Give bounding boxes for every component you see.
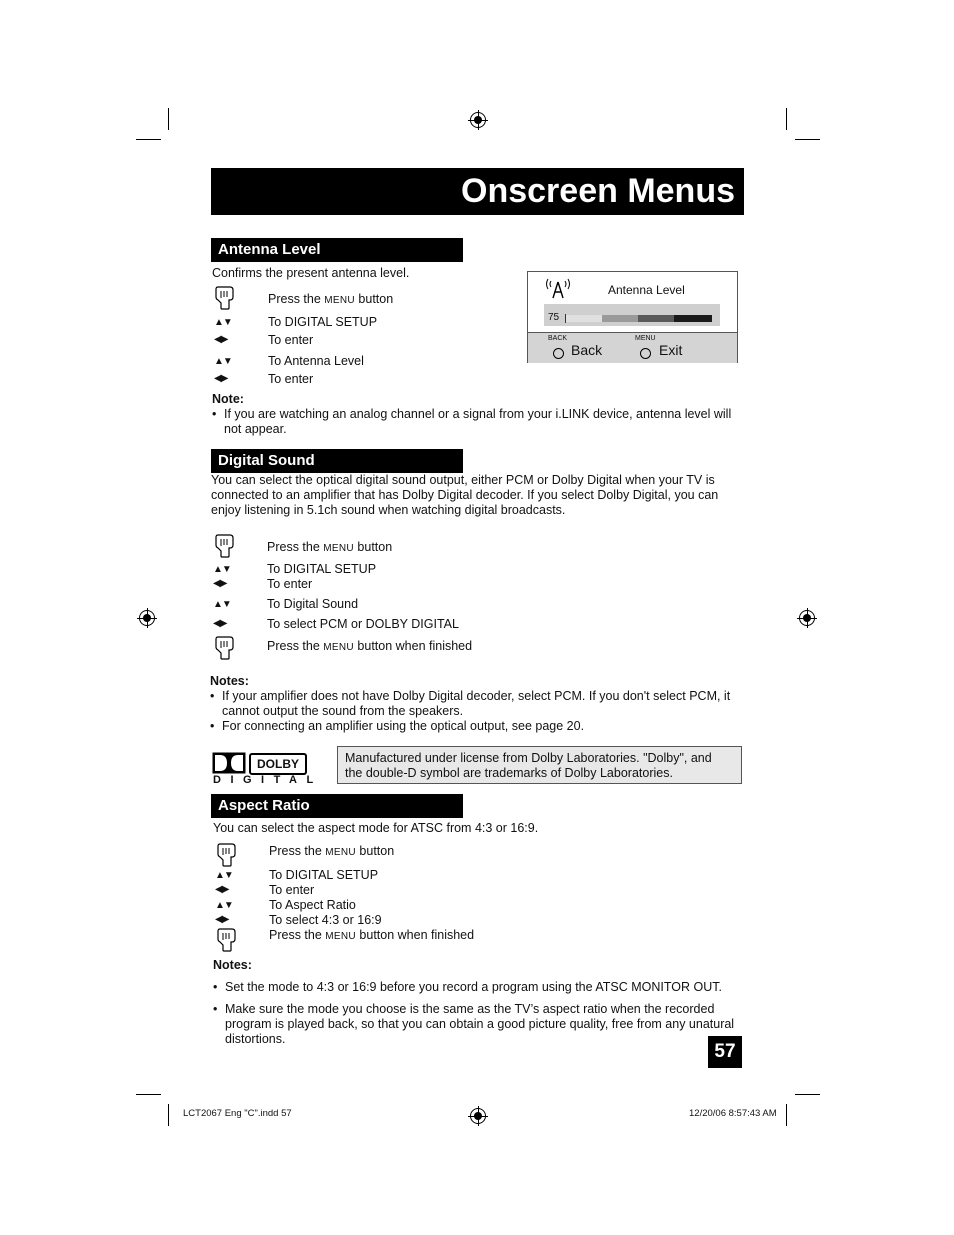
aspect-intro: You can select the aspect mode for ATSC from 4:3 or 16:9. [213, 821, 539, 835]
antenna-note-line-1: If you are watching an analog channel or a signal from your i.LINK device, antenna level will [224, 407, 732, 421]
remote-hand-icon [212, 636, 236, 660]
left-right-arrows-icon: ◀▶ [214, 334, 228, 345]
up-down-arrows-icon: ▲▼ [215, 900, 233, 911]
sound-intro-line-2: connected to an amplifier that has Dolby Digital decoder. If you select Dolby Digital, you can [211, 488, 719, 502]
aspect-step-6: Press the MENU button when finished [269, 928, 475, 942]
sound-note-1-line-2: cannot output the sound from the speakers. [222, 704, 464, 718]
back-circle-icon [553, 348, 564, 359]
sound-note-1-line-1: If your amplifier does not have Dolby Digital decoder, select PCM. If you don't select PCM, it [222, 689, 731, 703]
aspect-step-2: To DIGITAL SETUP [269, 868, 379, 882]
dolby-digital-logo [212, 752, 323, 786]
dolby-wordmark: DOLBY [249, 753, 307, 775]
osd-level-segment [638, 315, 674, 322]
footer-filename: LCT2067 Eng "C".indd 57 [183, 1108, 292, 1119]
section-heading-antenna-level: Antenna Level [211, 238, 463, 262]
antenna-intro: Confirms the present antenna level. [212, 266, 410, 280]
registration-mark-icon [470, 112, 486, 128]
left-right-arrows-icon: ◀▶ [213, 578, 227, 589]
antenna-step-4: To Antenna Level [268, 354, 364, 368]
left-right-arrows-icon: ◀▶ [214, 373, 228, 384]
up-down-arrows-icon: ▲▼ [213, 564, 231, 575]
left-right-arrows-icon: ◀▶ [215, 884, 229, 895]
aspect-notes-label: Notes: [213, 958, 252, 972]
dolby-notice-line-1: Manufactured under license from Dolby Laboratories. "Dolby", and [345, 751, 712, 765]
dolby-license-notice [337, 746, 742, 784]
osd-footer [528, 332, 737, 363]
registration-mark-icon [470, 1108, 486, 1124]
crop-mark [795, 139, 820, 140]
sound-intro-line-3: enjoy listening in 5.1ch sound when watching digital broadcasts. [211, 503, 566, 517]
bullet: • [210, 719, 215, 733]
remote-hand-icon [212, 534, 236, 558]
crop-mark [136, 1094, 161, 1095]
up-down-arrows-icon: ▲▼ [215, 870, 233, 881]
crop-mark [795, 1094, 820, 1095]
antenna-note-line-2: not appear. [224, 422, 287, 436]
aspect-note-2-line-1: Make sure the mode you choose is the same as the TV’s aspect ratio when the recorded [225, 1002, 715, 1016]
bullet: • [213, 1002, 218, 1016]
up-down-arrows-icon: ▲▼ [214, 317, 232, 328]
bullet: • [213, 980, 218, 994]
aspect-step-3: To enter [269, 883, 315, 897]
registration-mark-icon [799, 610, 815, 626]
up-down-arrows-icon: ▲▼ [214, 356, 232, 367]
crop-mark [136, 139, 161, 140]
remote-hand-icon [212, 286, 236, 310]
antenna-step-1: Press the MENU button [268, 292, 394, 306]
antenna-step-2: To DIGITAL SETUP [268, 315, 378, 329]
crop-mark [168, 1104, 169, 1126]
section-heading-aspect-ratio: Aspect Ratio [211, 794, 463, 818]
antenna-step-5: To enter [268, 372, 314, 386]
osd-title: Antenna Level [608, 283, 685, 297]
crop-mark [168, 108, 169, 130]
sound-intro-line-1: You can select the optical digital sound output, either PCM or Dolby Digital when your TV is [211, 473, 715, 487]
aspect-step-5: To select 4:3 or 16:9 [269, 913, 382, 927]
dolby-notice-line-2: the double-D symbol are trademarks of Dolby Laboratories. [345, 766, 673, 780]
osd-back-key-label: BACK [548, 335, 568, 342]
osd-level-segment [602, 315, 638, 322]
remote-hand-icon [214, 928, 238, 952]
antenna-level-osd [527, 271, 738, 363]
osd-level-segment [674, 315, 712, 322]
sound-step-6: Press the MENU button when finished [267, 639, 473, 653]
menu-circle-icon [640, 348, 651, 359]
sound-step-4: To Digital Sound [267, 597, 359, 611]
sound-step-2: To DIGITAL SETUP [267, 562, 377, 576]
up-down-arrows-icon: ▲▼ [213, 599, 231, 610]
crop-mark [786, 108, 787, 130]
footer-datetime: 12/20/06 8:57:43 AM [689, 1108, 777, 1119]
aspect-step-1: Press the MENU button [269, 844, 395, 858]
sound-step-1: Press the MENU button [267, 540, 393, 554]
left-right-arrows-icon: ◀▶ [213, 618, 227, 629]
remote-hand-icon [214, 843, 238, 867]
aspect-note-2-line-2: program is played back, so that you can obtain a good picture quality, free from any unatural [225, 1017, 735, 1031]
antenna-icon [545, 278, 571, 300]
registration-mark-icon [139, 610, 155, 626]
aspect-note-2-line-3: distortions. [225, 1032, 286, 1046]
page-title: Onscreen Menus [461, 172, 735, 210]
bullet: • [212, 407, 217, 421]
antenna-step-3: To enter [268, 333, 314, 347]
osd-back-button: Back [571, 342, 603, 358]
osd-menu-key-label: MENU [635, 335, 656, 342]
aspect-step-4: To Aspect Ratio [269, 898, 356, 912]
osd-level-segment [566, 315, 602, 322]
sound-step-3: To enter [267, 577, 313, 591]
crop-mark [786, 1104, 787, 1126]
osd-level-value: 75 [548, 312, 560, 323]
left-right-arrows-icon: ◀▶ [215, 914, 229, 925]
sound-note-2: For connecting an amplifier using the optical output, see page 20. [222, 719, 585, 733]
page-title-banner [211, 168, 744, 215]
section-heading-digital-sound: Digital Sound [211, 449, 463, 473]
sound-notes-label: Notes: [210, 674, 249, 688]
antenna-note-label: Note: [212, 392, 244, 406]
bullet: • [210, 689, 215, 703]
osd-level-bar [566, 315, 712, 322]
aspect-note-1: Set the mode to 4:3 or 16:9 before you record a program using the ATSC MONITOR OUT. [225, 980, 722, 994]
dolby-digital-wordmark: DIGITAL [213, 774, 323, 786]
page-number: 57 [708, 1036, 742, 1068]
double-d-icon [212, 752, 246, 774]
osd-exit-button: Exit [659, 342, 683, 358]
sound-step-5: To select PCM or DOLBY DIGITAL [267, 617, 459, 631]
